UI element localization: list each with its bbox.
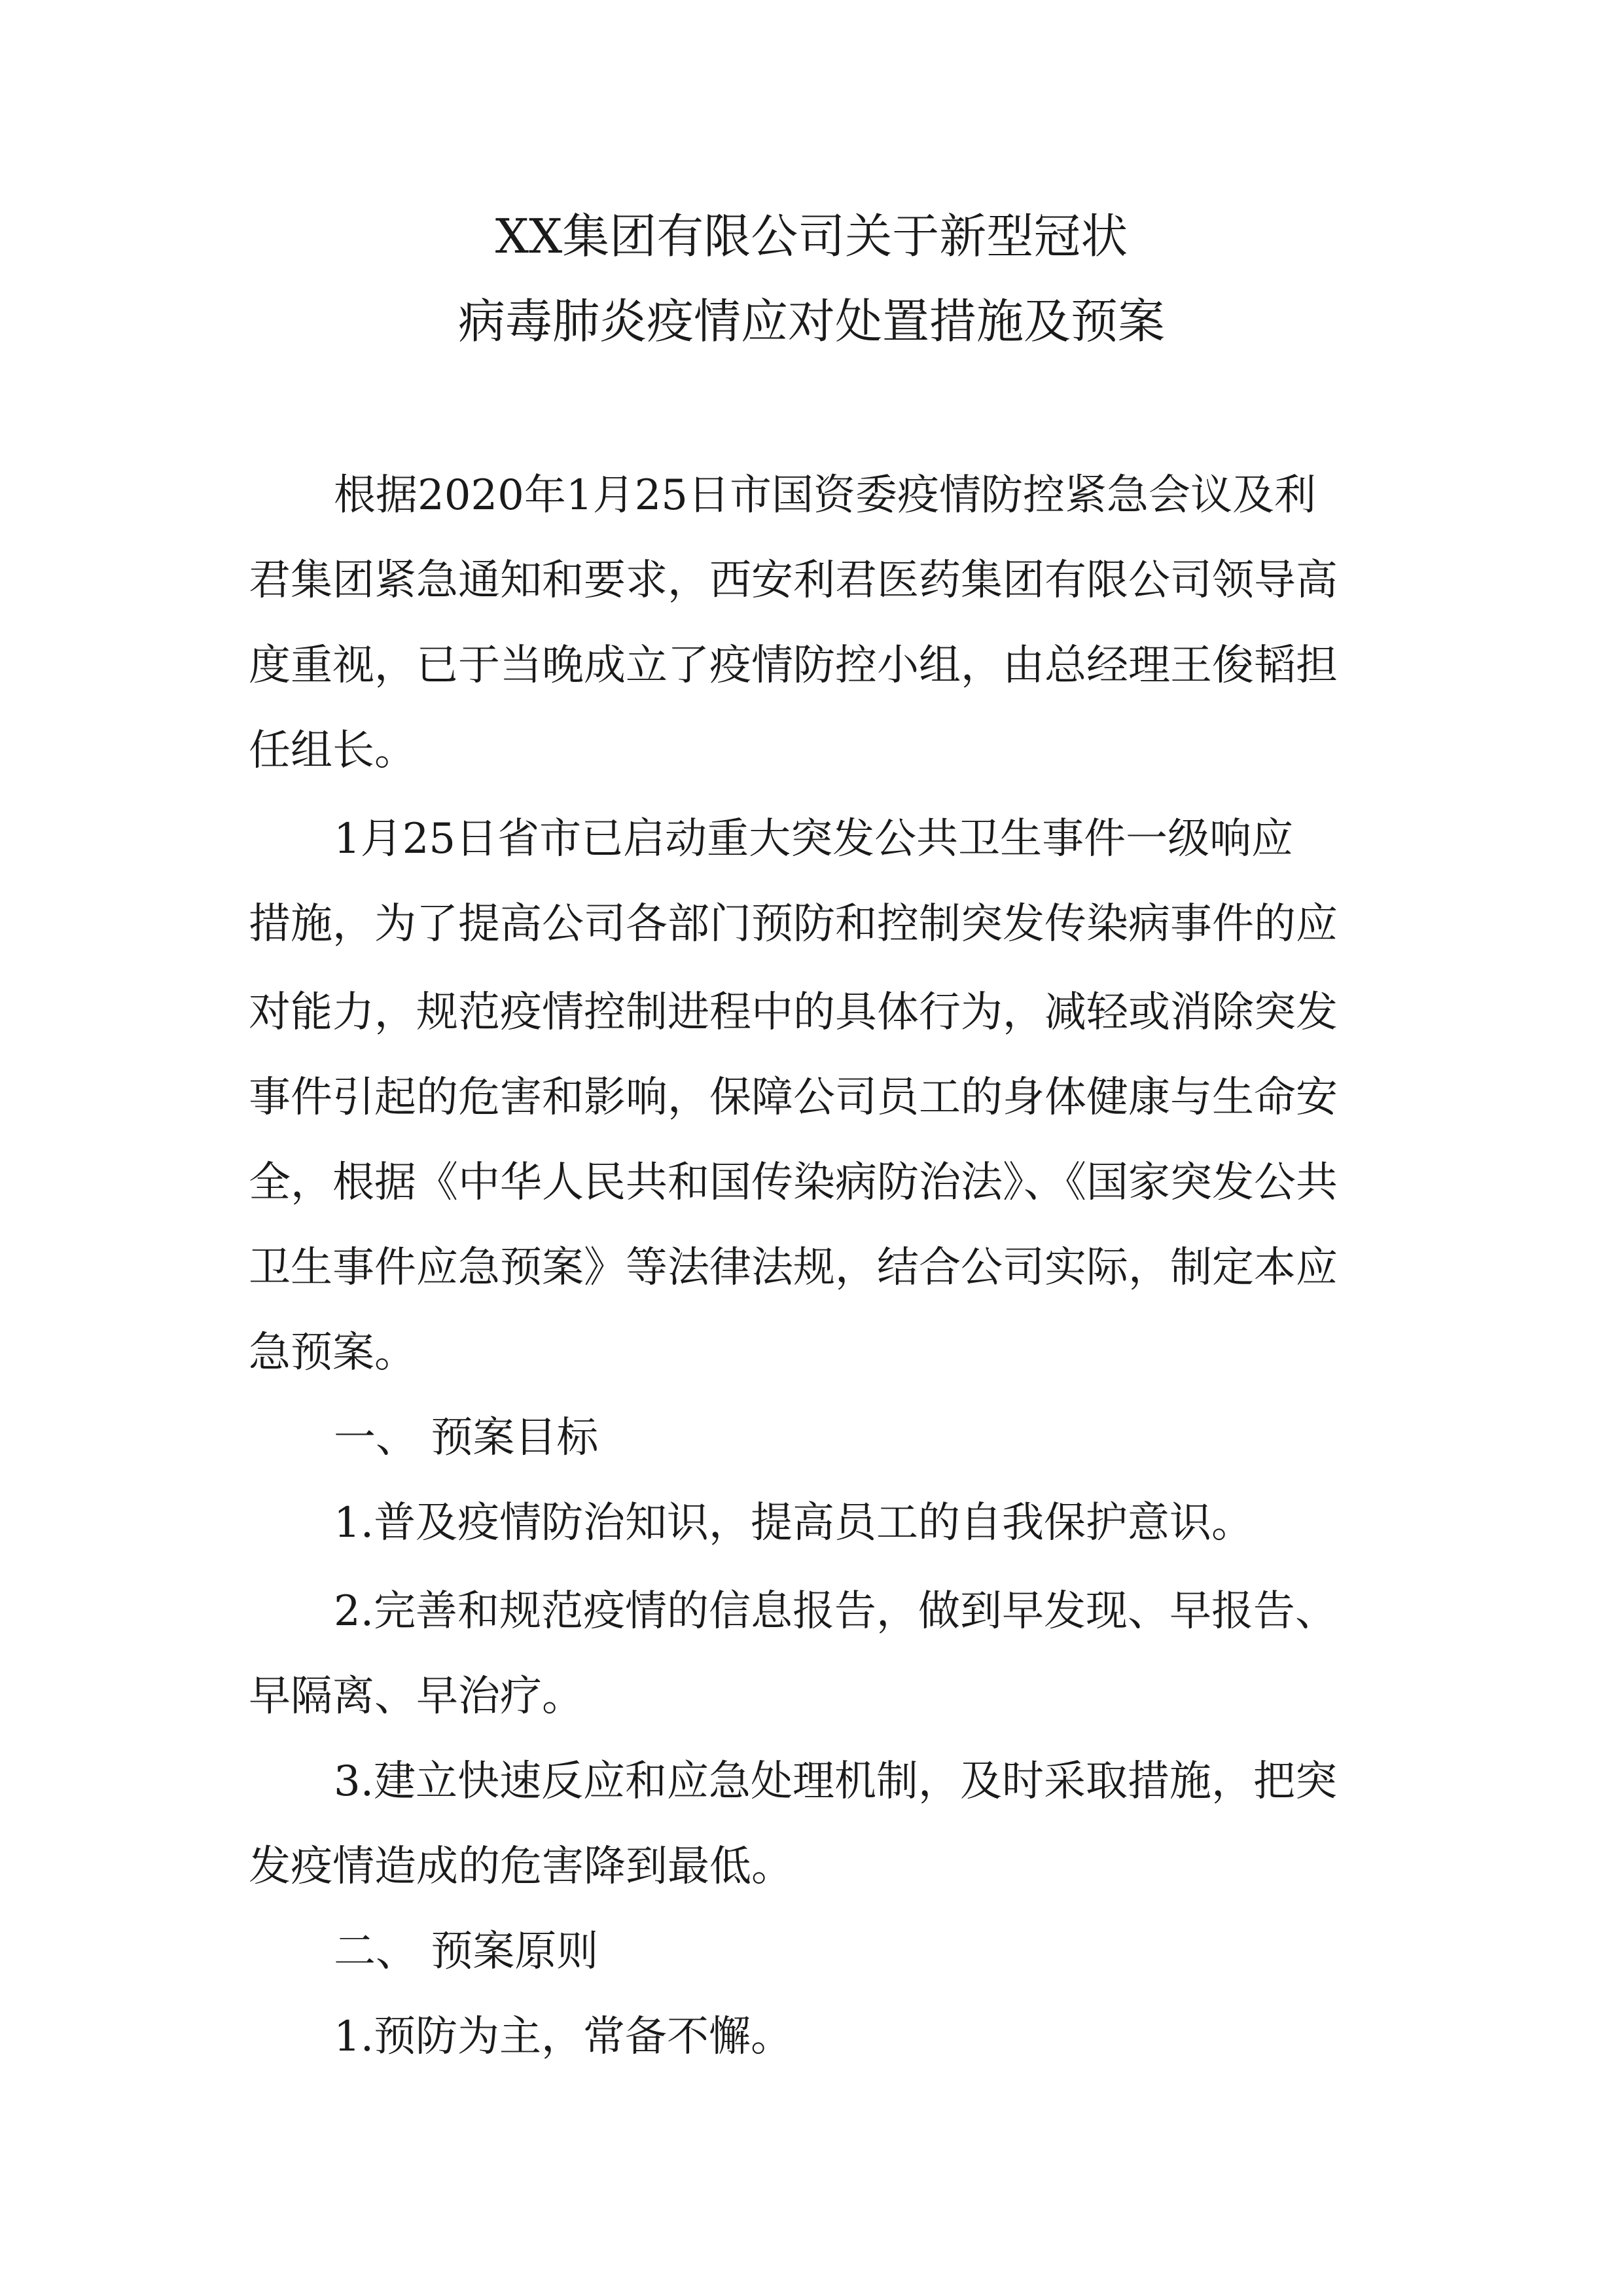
goal-3-line-1: 3.建立快速反应和应急处理机制，及时采取措施，把突 bbox=[334, 1757, 1338, 1806]
section-2-heading: 二、 预案原则 bbox=[334, 1928, 599, 1976]
goal-3-line-2: 发疫情造成的危害降到最低。 bbox=[249, 1842, 793, 1891]
paragraph-2-line-5: 全，根据《中华人民共和国传染病防治法》、《国家突发公共 bbox=[249, 1158, 1338, 1207]
paragraph-2-line-3: 对能力，规范疫情控制进程中的具体行为，减轻或消除突发 bbox=[249, 988, 1338, 1037]
paragraph-1-line-2: 君集团紧急通知和要求，西安利君医药集团有限公司领导高 bbox=[249, 556, 1338, 605]
paragraph-1-line-1: 根据2020年1月25日市国资委疫情防控紧急会议及利 bbox=[334, 471, 1317, 520]
goal-2-line-2: 早隔离、早治疗。 bbox=[249, 1672, 584, 1721]
section-1-heading: 一、 预案目标 bbox=[334, 1414, 599, 1462]
paragraph-2-line-7: 急预案。 bbox=[249, 1329, 416, 1377]
paragraph-1-line-3: 度重视，已于当晚成立了疫情防控小组，由总经理王俊韬担 bbox=[249, 641, 1338, 690]
paragraph-2-line-2: 措施，为了提高公司各部门预防和控制突发传染病事件的应 bbox=[249, 900, 1338, 948]
document-title-line-1: XX集团有限公司关于新型冠状 bbox=[495, 209, 1128, 264]
principle-1: 1.预防为主，常备不懈。 bbox=[334, 2013, 793, 2061]
paragraph-2-line-1: 1月25日省市已启动重大突发公共卫生事件一级响应 bbox=[334, 815, 1294, 863]
paragraph-2-line-4: 事件引起的危害和影响，保障公司员工的身体健康与生命安 bbox=[249, 1073, 1338, 1122]
paragraph-1-line-4: 任组长。 bbox=[249, 726, 416, 775]
goal-2-line-1: 2.完善和规范疫情的信息报告，做到早发现、早报告、 bbox=[334, 1587, 1338, 1636]
document-title-line-2: 病毒肺炎疫情应对处置措施及预案 bbox=[457, 294, 1165, 349]
paragraph-2-line-6: 卫生事件应急预案》等法律法规，结合公司实际，制定本应 bbox=[249, 1244, 1338, 1292]
goal-1: 1.普及疫情防治知识，提高员工的自我保护意识。 bbox=[334, 1499, 1254, 1547]
